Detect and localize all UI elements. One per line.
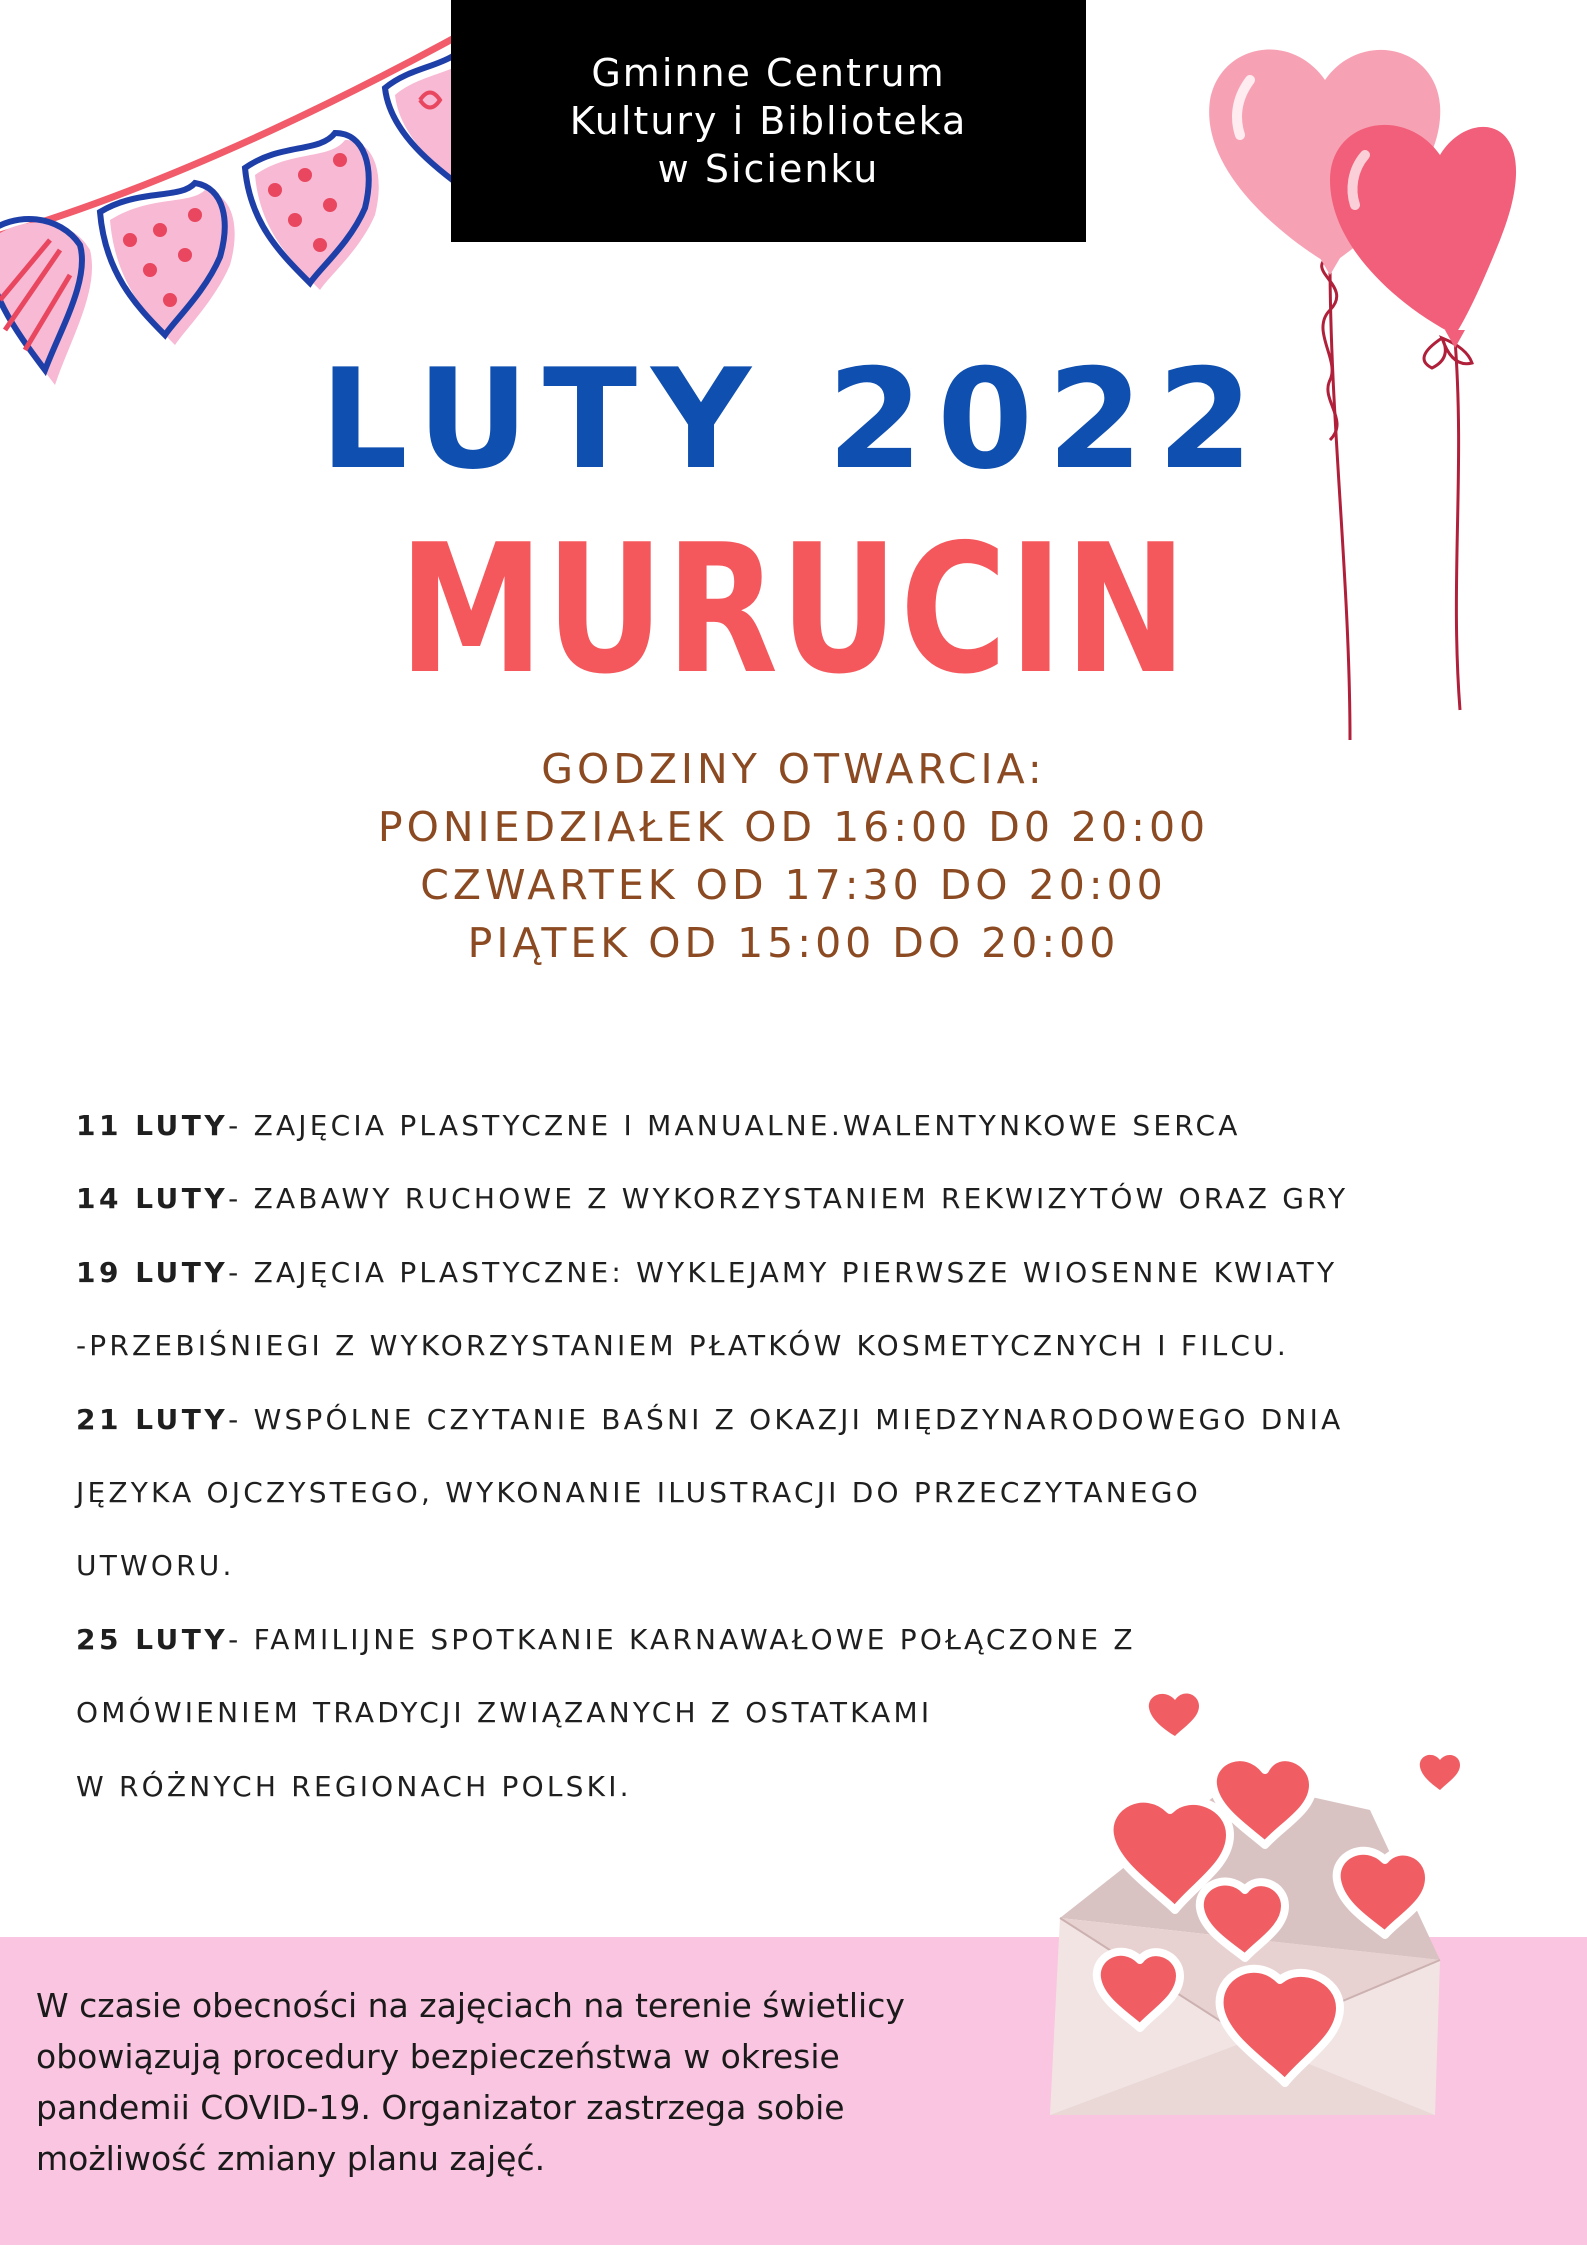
event-date: 19 LUTY bbox=[76, 1255, 229, 1289]
event-description: - ZABAWY RUCHOWE Z WYKORZYSTANIEM REKWIZYTÓW ORAZ GRY bbox=[228, 1182, 1349, 1216]
month-title: LUTY 2022 bbox=[319, 339, 1268, 500]
notice-line: pandemii COVID-19. Organizator zastrzega sobie bbox=[36, 2088, 845, 2127]
opening-hours bbox=[0, 740, 1587, 972]
event-date: 25 LUTY bbox=[76, 1622, 229, 1656]
opening-hours-heading: GODZINY OTWARCIA: bbox=[541, 745, 1046, 793]
event-continuation: -PRZEBIŚNIEGI Z WYKORZYSTANIEM PŁATKÓW KOSMETYCZNYCH I FILCU. bbox=[76, 1329, 1289, 1363]
notice-line: obowiązują procedury bezpieczeństwa w okresie bbox=[36, 2037, 840, 2076]
place-title-text: MURUCIN bbox=[398, 506, 1189, 713]
organization-header bbox=[451, 0, 1086, 242]
event-description: - FAMILIJNE SPOTKANIE KARNAWAŁOWE POŁĄCZONE Z bbox=[228, 1622, 1136, 1656]
event-continuation: UTWORU. bbox=[76, 1549, 235, 1583]
event-continuation: W RÓŻNYCH REGIONACH POLSKI. bbox=[76, 1769, 632, 1803]
event-date: 11 LUTY bbox=[76, 1109, 229, 1142]
org-name-line-3: w Sicienku bbox=[657, 147, 880, 191]
place-title bbox=[0, 506, 1587, 713]
love-letter-envelope-icon bbox=[1040, 1660, 1510, 2120]
event-continuation: JĘZYKA OJCZYSTEGO, WYKONANIE ILUSTRACJI DO PRZECZYTANEGO bbox=[76, 1475, 1201, 1509]
notice-line: W czasie obecności na zajęciach na terenie świetlicy bbox=[36, 1986, 905, 2025]
event-continuation: OMÓWIENIEM TRADYCJI ZWIĄZANYCH Z OSTATKAMI bbox=[76, 1696, 933, 1730]
opening-hours-line: CZWARTEK OD 17:30 DO 20:00 bbox=[420, 861, 1167, 909]
opening-hours-line: PIĄTEK OD 15:00 DO 20:00 bbox=[467, 919, 1120, 967]
opening-hours-line: PONIEDZIAŁEK OD 16:00 D0 20:00 bbox=[377, 803, 1210, 851]
event-item bbox=[76, 1169, 1516, 1242]
event-description: - ZAJĘCIA PLASTYCZNE I MANUALNE.WALENTYNKOWE SERCA bbox=[228, 1109, 1241, 1142]
org-name-line-1: Gminne Centrum bbox=[591, 51, 946, 95]
covid-notice bbox=[36, 1980, 996, 2184]
event-item bbox=[76, 1096, 1516, 1169]
event-date: 14 LUTY bbox=[76, 1182, 229, 1216]
event-item bbox=[76, 1243, 1516, 1316]
event-date: 21 LUTY bbox=[76, 1402, 229, 1436]
event-description: - ZAJĘCIA PLASTYCZNE: WYKLEJAMY PIERWSZE WIOSENNE KWIATY bbox=[228, 1255, 1338, 1289]
event-description: - WSPÓLNE CZYTANIE BAŚNI Z OKAZJI MIĘDZYNARODOWEGO DNIA bbox=[228, 1402, 1344, 1436]
event-item bbox=[76, 1390, 1516, 1463]
org-name-line-2: Kultury i Biblioteka bbox=[569, 99, 968, 143]
notice-line: możliwość zmiany planu zajęć. bbox=[36, 2139, 546, 2178]
